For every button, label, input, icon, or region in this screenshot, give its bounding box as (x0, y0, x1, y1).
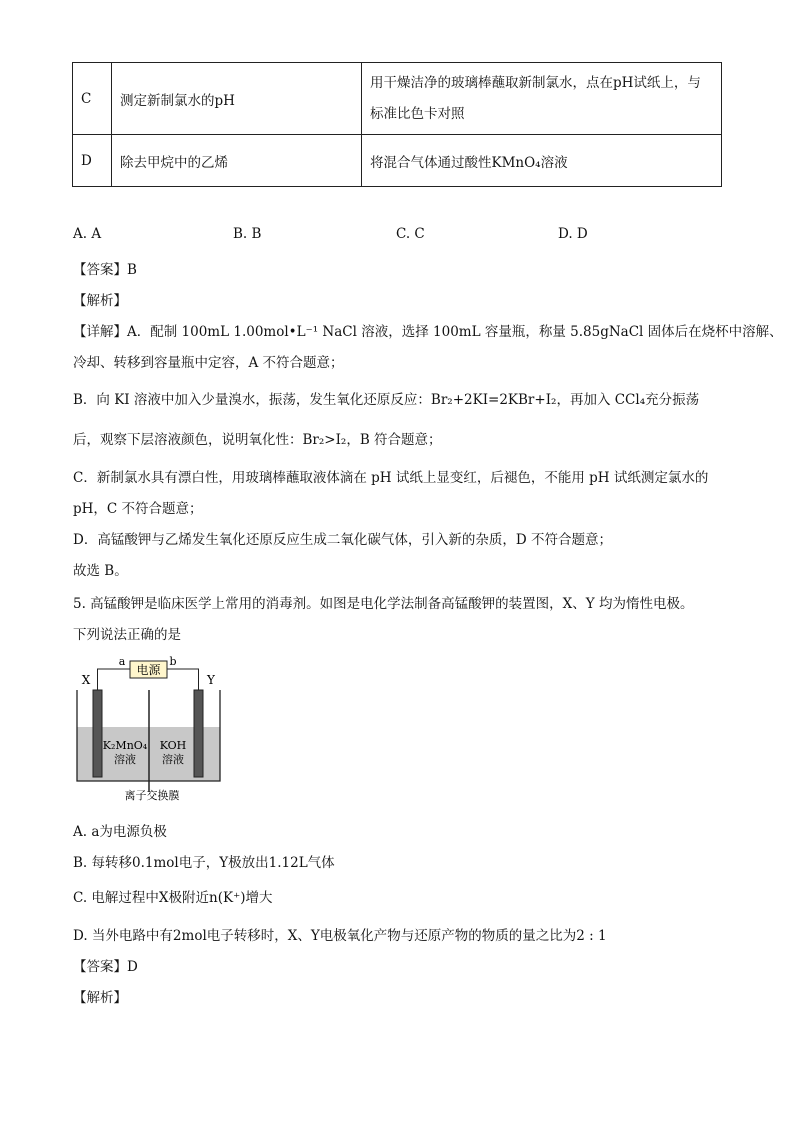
explanation-line: 【详解】A．配制 100mL 1.00mol•L⁻¹ NaCl 溶液，选择 100mL 容量瓶，称量 5.85gNaCl 固体后在烧杯中溶解、 (73, 324, 783, 340)
right-solution-label: KOH (159, 739, 187, 752)
q4-options (73, 226, 723, 246)
wire-left (98, 669, 131, 690)
analysis-label: 【解析】 (73, 990, 127, 1006)
answer-option: C. 电解过程中X极附近n(K⁺)增大 (73, 890, 273, 906)
q4-option: A. A (73, 226, 102, 242)
electrode-y-label: Y (207, 673, 215, 687)
answer-label: 【答案】D (73, 959, 138, 975)
electrolysis-diagram (70, 652, 230, 804)
electrode-x-label: X (81, 673, 91, 687)
terminal-b-label: b (169, 655, 177, 668)
answer-option: A. a为电源负极 (73, 824, 167, 840)
answer-label: 【答案】B (73, 262, 137, 278)
question-stem: 下列说法正确的是 (73, 627, 181, 643)
terminal-a-label: a (118, 655, 126, 668)
explanation-line: B．向 KI 溶液中加入少量溴水，振荡，发生氧化还原反应：Br₂+2KI=2KBr+I₂，再加入 CCl₄充分振荡 (73, 392, 700, 408)
left-solution-label: 溶液 (114, 753, 136, 766)
q4-option: C. C (396, 226, 425, 242)
q4-option: B. B (233, 226, 262, 242)
membrane-label: 离子交换膜 (124, 789, 180, 802)
q4-option: D. D (558, 226, 588, 242)
answer-option: B. 每转移0.1mol电子，Y极放出1.12L气体 (73, 855, 335, 871)
row-purpose: 测定新制氯水的pH (112, 63, 362, 135)
method-line: 用干燥洁净的玻璃棒蘸取新制氯水，点在pH试纸上，与 (370, 74, 701, 91)
left-solution-label: K₂MnO₄ (102, 739, 148, 752)
method-line: 标准比色卡对照 (370, 105, 465, 122)
right-solution-label: 溶液 (162, 753, 184, 766)
row-letter: D (73, 135, 112, 187)
options-table (72, 62, 722, 187)
question-stem: 5. 高锰酸钾是临床医学上常用的消毒剂。如图是电化学法制备高锰酸钾的装置图，X、Y 均为惰性电极。 (73, 596, 694, 612)
wire-right (167, 669, 199, 690)
explanation-line: D．高锰酸钾与乙烯发生氧化还原反应生成二氧化碳气体，引入新的杂质，D 不符合题意； (73, 532, 612, 548)
row-method (362, 63, 722, 135)
explanation-line: C．新制氯水具有漂白性，用玻璃棒蘸取液体滴在 pH 试纸上显变红，后褪色，不能用 pH 试纸测定氯水的 (73, 470, 709, 486)
explanation-line: 冷却、转移到容量瓶中定容，A 不符合题意； (73, 355, 344, 371)
row-letter: C (73, 63, 112, 135)
table-row (73, 63, 722, 135)
row-purpose: 除去甲烷中的乙烯 (112, 135, 362, 187)
power-label: 电源 (136, 663, 161, 677)
electrode-y (194, 690, 203, 777)
answer-option: D. 当外电路中有2mol电子转移时，X、Y电极氧化产物与还原产物的物质的量之比为2 : 1 (73, 928, 607, 944)
analysis-label: 【解析】 (73, 293, 127, 309)
explanation-line: 后，观察下层溶液颜色，说明氧化性：Br₂>I₂，B 符合题意； (73, 432, 442, 448)
table-row (73, 135, 722, 187)
electrode-x (93, 690, 102, 777)
row-method: 将混合气体通过酸性KMnO₄溶液 (362, 135, 722, 187)
explanation-line: 故选 B。 (73, 563, 128, 579)
explanation-line: pH，C 不符合题意； (73, 501, 203, 517)
